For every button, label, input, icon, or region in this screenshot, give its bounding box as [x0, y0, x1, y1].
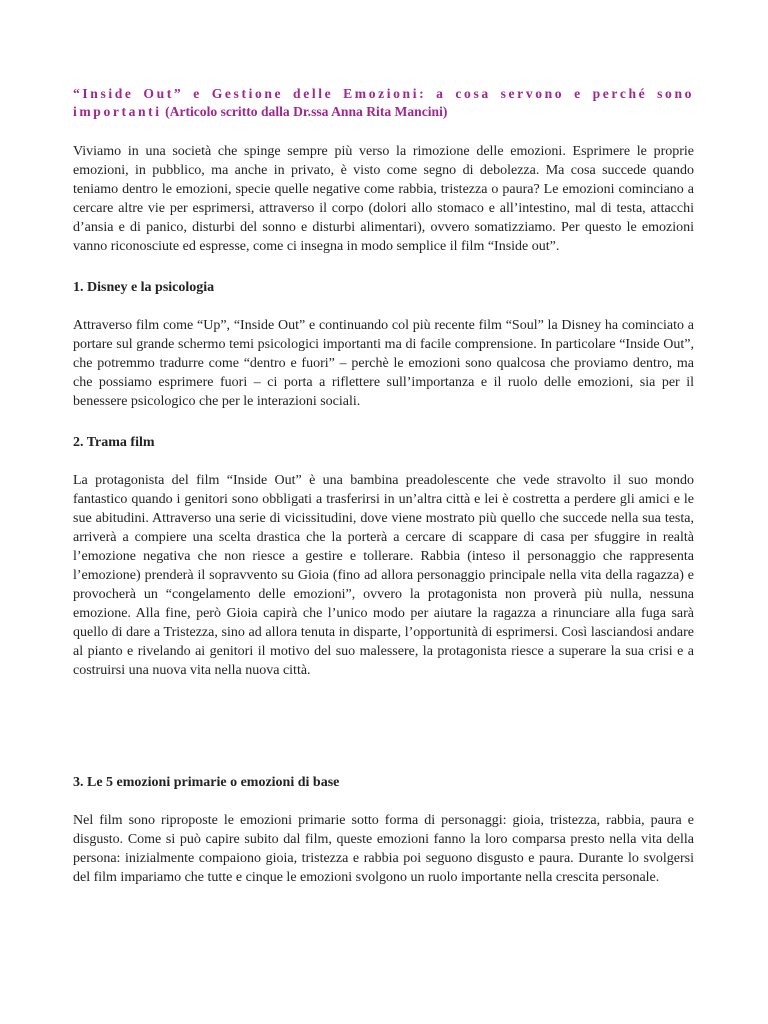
- section-body-emotions: Nel film sono riproposte le emozioni primarie sotto forma di personaggi: gioia, tristezza, rabbia, paura e disgusto. Come si può capire subito dal film, queste emozioni fanno la loro comparsa presto nella vita della persona: inizialmente compaiono gioia, tristezza e rabbia poi seguono disgusto e paura. Durante lo svolgersi del film impariamo che tutte e cinque le emozioni svolgono un ruolo importante nella crescita personale.: [73, 813, 694, 885]
- intro-paragraph: Viviamo in una società che spinge sempre più verso la rimozione delle emozioni. Esprimere le proprie emozioni, in pubblico, ma anche in privato, è visto come segno di debolezza. Ma cosa succede quando teniamo dentro le emozioni, specie quelle negative come rabbia, tristezza o paura? Le emozioni cominciano a cercare altre vie per esprimersi, attraverso il corpo (dolori allo stomaco e all’intestino, mal di testa, attacchi d’ansia e di panico, disturbi del sonno e disturbi alimentari), ovvero somatizziamo. Per questo le emozioni vanno riconosciute ed espresse, come ci insegna in modo semplice il film “Inside out”.: [73, 144, 694, 254]
- section-heading-disney: 1. Disney e la psicologia: [73, 280, 215, 295]
- document-page: [73, 85, 694, 909]
- article-title: [73, 85, 694, 121]
- section-body-plot: La protagonista del film “Inside Out” è una bambina preadolescente che vede stravolto il suo mondo fantastico quando i genitori sono obbligati a trasferirsi in un’altra città e lei è costretta a perdere gli amici e le sue abitudini. Attraverso una serie di vicissitudini, dove viene mostrato più quello che succede nella sua testa, arriverà a compiere una scelta drastica che la porterà a cercare di scappare di casa per sfuggire in realtà l’emozione negativa che non riesce a gestire e tollerare. Rabbia (inteso il personaggio che rappresenta l’emozione) prenderà il sopravvento su Gioia (fino ad allora personaggio principale nella vita della ragazza) e provocherà un “congelamento delle emozioni”, ovvero la protagonista non proverà più nulla, nessuna emozione. Alla fine, però Gioia capirà che l’unico modo per aiutare la ragazza a rinunciare alla fuga sarà quello di dare a Tristezza, sino ad allora tenuta in disparte, l’opportunità di esprimersi. Così lasciandosi andare al pianto e rivelando ai genitori il motivo del suo malessere, la protagonista riesce a superare la sua crisi e a costruirsi una nuova vita nella nuova città.: [73, 473, 694, 678]
- blank-space: [73, 702, 694, 773]
- article-title-author: (Articolo scritto dalla Dr.ssa Anna Rita Mancini): [165, 104, 448, 119]
- section-heading-plot: 2. Trama film: [73, 435, 155, 450]
- section-heading-emotions: 3. Le 5 emozioni primarie o emozioni di base: [73, 775, 340, 790]
- article-title-main: “Inside Out” e Gestione delle Emozioni: a cosa servono e perché sono importanti: [73, 86, 694, 119]
- section-body-disney: Attraverso film come “Up”, “Inside Out” e continuando col più recente film “Soul” la Disney ha cominciato a portare sul grande schermo temi psicologici importanti ma di facile comprensione. In particolare “Inside Out”, che potremmo tradurre come “dentro e fuori” – perchè le emozioni sono qualcosa che proviamo dentro, ma che possiamo esprimere fuori – ci porta a riflettere sull’importanza e il ruolo delle emozioni, sia per il benessere psicologico che per le interazioni sociali.: [73, 318, 694, 409]
